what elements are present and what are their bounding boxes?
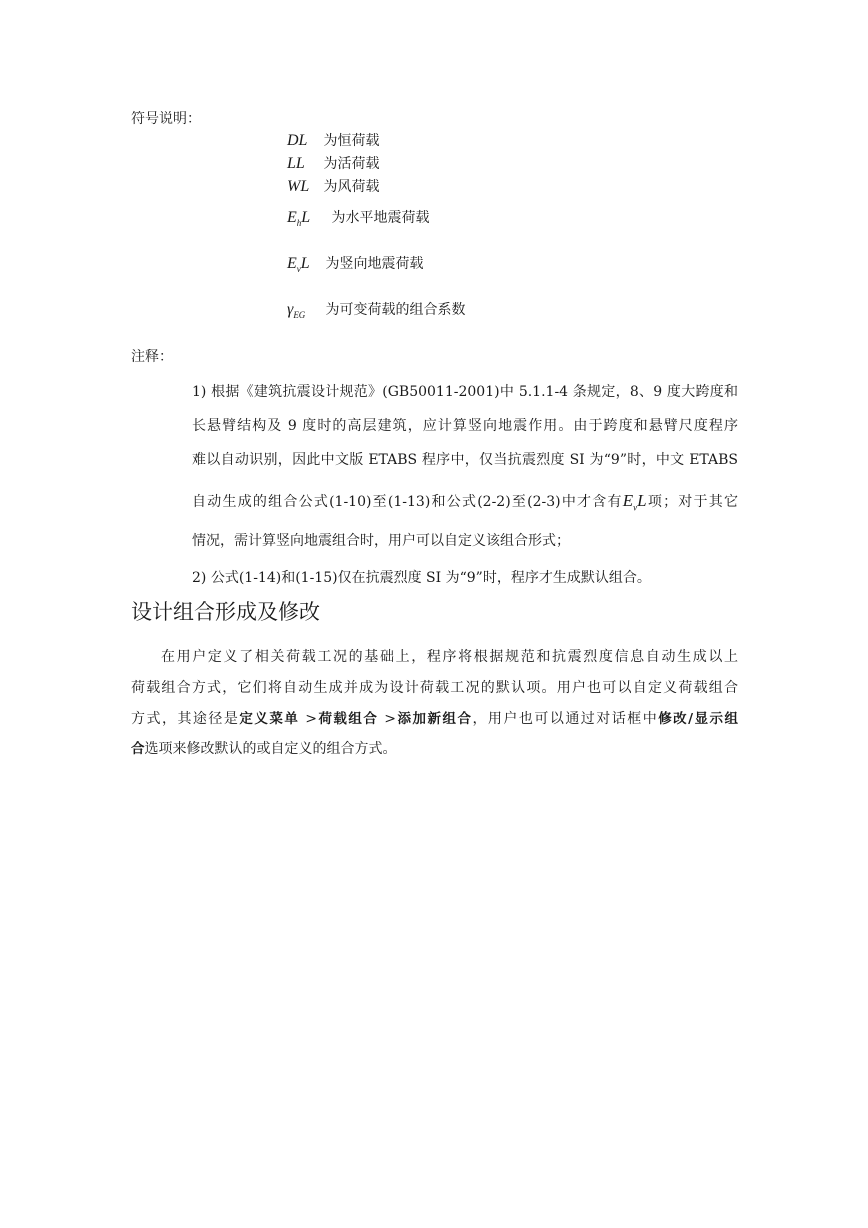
symbol-row-ll [287,153,379,173]
symbol-dl: DL [287,132,308,149]
menu-path-define: 定义菜单 [239,711,300,727]
symbol-ll: LL [287,155,305,172]
symbol-row-wl [287,176,379,196]
paragraph-line-4: 合选项来修改默认的或自定义的组合方式。 [131,741,397,757]
symbol-row-evl [287,253,423,274]
symbol-dl-desc: 为恒荷载 [323,133,380,149]
note-1-line-2: 长悬臂结构及 9 度时的高层建筑，应计算竖向地震作用。由于跨度和悬臂尺度程序 [192,418,738,434]
note-1-line-5: 情况，需计算竖向地震组合时，用户可以自定义该组合形式； [192,533,570,549]
symbol-evl: $E_vL$ [287,255,310,275]
symbol-ehl-desc: 为水平地震荷载 [331,210,430,226]
symbol-row-gamma [287,299,465,320]
symbol-gamma-eg-desc: 为可变荷载的组合系数 [325,302,466,318]
symbol-wl-desc: 为风荷载 [323,179,380,195]
menu-path-add-combo: 添加新组合 [396,711,473,727]
option-modify-show: 修改/显示组 [658,711,739,727]
symbols-heading: 符号说明： [131,111,201,127]
note-1-line-1: 1) 根据《建筑抗震设计规范》(GB50011-2001)中 5.1.1-4 条规定，8、9 度大跨度和 [192,384,738,400]
option-modify-show-end: 合 [131,741,145,757]
inline-symbol-evl: $E_vL$ [622,491,647,513]
note-1-line-4-text-a: 自动生成的组合公式(1-10)至(1-13)和公式(2-2)至(2-3)中才含有 [192,494,623,510]
symbol-row-dl [287,130,379,150]
section-title: 设计组合形成及修改 [131,600,320,624]
symbol-ehl: $E_hL$ [287,209,311,229]
paragraph-line-2: 荷载组合方式，它们将自动生成并成为设计荷载工况的默认项。用户也可以自定义荷载组合 [131,680,738,696]
note-1-line-4-text-b: 项；对于其它 [646,494,738,510]
note-1-line-4 [192,491,738,512]
symbol-wl: WL [287,178,310,195]
paragraph-line-3: 方式，其途径是定义菜单 >荷载组合 >添加新组合，用户也可以通过对话框中修改/显示组 [131,711,739,727]
symbol-evl-desc: 为竖向地震荷载 [325,256,424,272]
note-2-line-1: 2) 公式(1-14)和(1-15)仅在抗震烈度 SI 为“9”时，程序才生成默认组合。 [192,570,651,586]
symbol-row-ehl [287,207,429,228]
note-1-line-3: 难以自动识别，因此中文版 ETABS 程序中，仅当抗震烈度 SI 为“9”时，中文 ETABS [192,452,738,468]
menu-path-load-combo: 荷载组合 [316,711,379,727]
paragraph-line-1: 在用户定义了相关荷载工况的基础上，程序将根据规范和抗震烈度信息自动生成以上 [161,649,738,665]
notes-heading: 注释： [131,349,173,365]
symbol-gamma-eg: $\gamma_{EG}$ [287,301,306,321]
symbol-ll-desc: 为活荷载 [323,156,380,172]
